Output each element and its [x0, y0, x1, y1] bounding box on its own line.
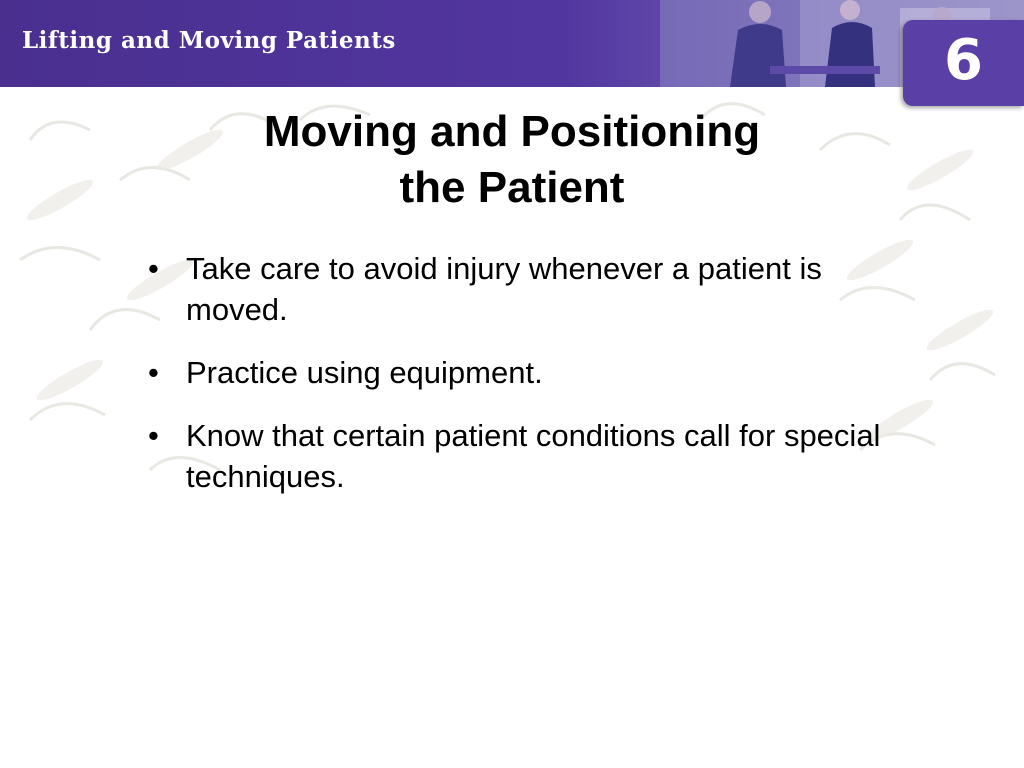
bullet-text: Practice using equipment.	[186, 355, 543, 390]
slide-title-line1: Moving and Positioning	[263, 107, 761, 156]
bullet-icon: •	[148, 251, 159, 286]
bullet-icon: •	[148, 355, 159, 390]
bullet-list	[148, 248, 908, 519]
chapter-tab	[903, 20, 1024, 106]
bullet-icon: •	[148, 418, 159, 453]
bullet-item	[148, 415, 908, 497]
bullet-item	[148, 248, 908, 330]
header-bar	[0, 0, 1024, 87]
bullet-text: Take care to avoid injury whenever a patient is moved.	[186, 251, 822, 327]
chapter-number: 6	[944, 28, 983, 93]
slide-title-line2: the Patient	[399, 163, 625, 212]
bullet-item	[148, 352, 908, 393]
bullet-text: Know that certain patient conditions call for special techniques.	[186, 418, 881, 494]
course-title: Lifting and Moving Patients	[22, 27, 396, 54]
slide-title	[112, 104, 912, 216]
